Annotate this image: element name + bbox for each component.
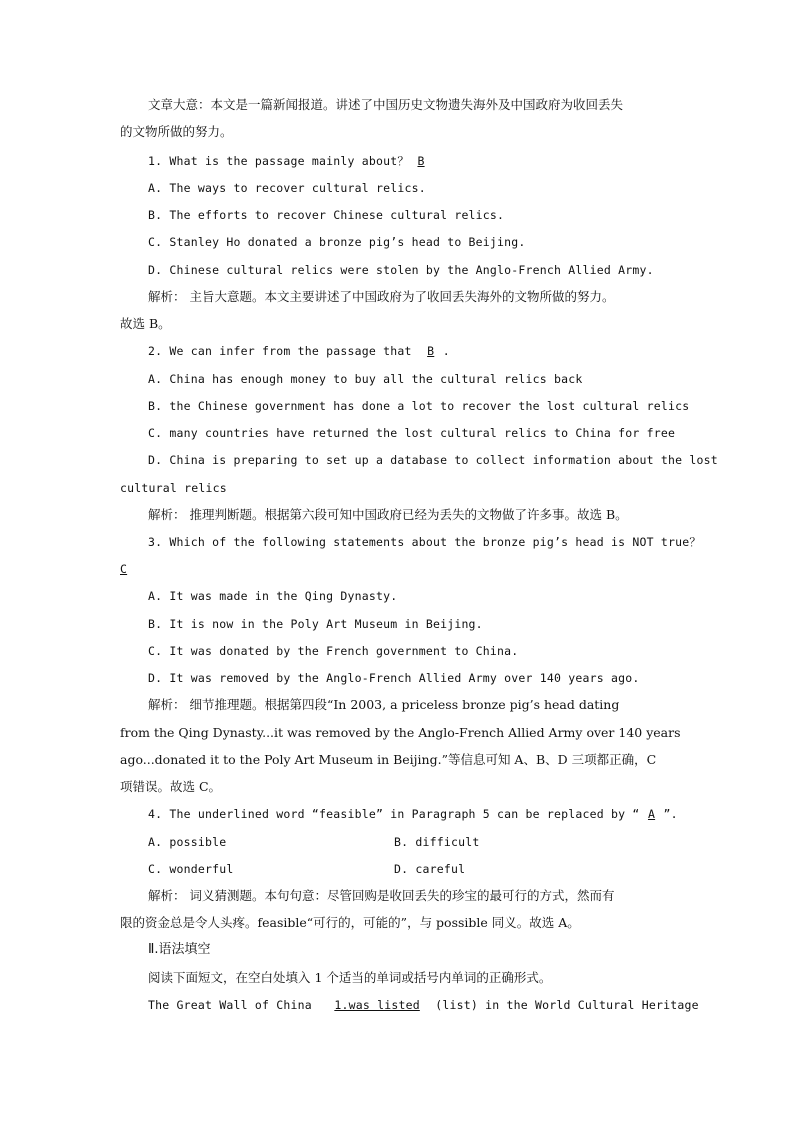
question-4-stem: 4. The underlined word “feasible” in Paragraph 5 can be replaced by “ A ”. <box>148 804 680 824</box>
section-2-heading: Ⅱ.语法填空 <box>148 942 211 957</box>
question-4-option-b: B. difficult <box>394 835 480 849</box>
question-2-option-c: C. many countries have returned the lost cultural relics to China for free <box>148 426 676 440</box>
question-3-option-a: A. It was made in the Qing Dynasty. <box>148 589 398 603</box>
question-4-option-d: D. careful <box>394 862 466 876</box>
question-2-option-b: B. the Chinese government has done a lot to recover the lost cultural relics <box>148 399 690 413</box>
section-2-instruction: 阅读下面短文，在空白处填入 1 个适当的单词或括号内单词的正确形式。 <box>148 970 552 985</box>
summary-line-1: 文章大意：本文是一篇新闻报道。讲述了中国历史文物遗失海外及中国政府为收回丢失 <box>148 97 624 112</box>
section-2-text-line: The Great Wall of China 1.was listed (list) in the World Cultural Heritage <box>148 995 680 1015</box>
question-4-options-row-1 <box>148 832 680 852</box>
question-3-analysis-2: from the Qing Dynasty...it was removed by the Anglo-French Allied Army over 140 years <box>120 725 681 740</box>
question-3-option-c: C. It was donated by the French government to China. <box>148 644 519 658</box>
question-3-option-d: D. It was removed by the Anglo-French Allied Army over 140 years ago. <box>148 671 640 685</box>
question-1-analysis-1: 解析： 主旨大意题。本文主要讲述了中国政府为了收回丢失海外的文物所做的努力。 <box>148 289 615 304</box>
question-4-analysis-1: 解析： 词义猜测题。本句句意：尽管回购是收回丢失的珍宝的最可行的方式，然而有 <box>148 888 615 903</box>
answer-blank: C <box>120 562 128 576</box>
question-4-option-a: A. possible <box>148 835 227 849</box>
question-1-option-b: B. The efforts to recover Chinese cultural relics. <box>148 208 505 222</box>
question-3-analysis-3: ago...donated it to the Poly Art Museum in Beijing.”等信息可知 A、B、D 三项都正确，C <box>120 752 657 767</box>
grammar-blank-1: 1.was listed <box>334 998 420 1012</box>
answer-blank: A <box>647 807 656 821</box>
question-1-option-c: C. Stanley Ho donated a bronze pig’s head to Beijing. <box>148 235 526 249</box>
question-2-option-a: A. China has enough money to buy all the cultural relics back <box>148 372 583 386</box>
question-1-option-d: D. Chinese cultural relics were stolen by the Anglo-French Allied Army. <box>148 263 654 277</box>
question-1-analysis-2: 故选 B。 <box>120 316 171 331</box>
answer-blank: B <box>427 344 435 358</box>
question-1-stem: 1. What is the passage mainly about？ B <box>148 151 680 171</box>
question-4-option-c: C. wonderful <box>148 862 234 876</box>
question-2-analysis: 解析： 推理判断题。根据第六段可知中国政府已经为丢失的文物做了许多事。故选 B。 <box>148 507 628 522</box>
question-1-option-a: A. The ways to recover cultural relics. <box>148 181 426 195</box>
question-2-option-d-cont: cultural relics <box>120 481 227 495</box>
question-3-analysis-1: 解析： 细节推理题。根据第四段“In 2003, a priceless bronze pig’s head dating <box>148 697 620 712</box>
question-4-analysis-2: 限的资金总是令人头疼。feasible“可行的，可能的”，与 possible 同义。故选 A。 <box>120 915 580 930</box>
question-4-options-row-2 <box>148 859 680 879</box>
question-2-option-d: D. China is preparing to set up a database to collect information about the lost <box>148 453 718 467</box>
question-3-option-b: B. It is now in the Poly Art Museum in Beijing. <box>148 617 483 631</box>
summary-line-2: 的文物所做的努力。 <box>120 124 233 139</box>
answer-blank: B <box>417 154 425 168</box>
question-3-analysis-4: 项错误。故选 C。 <box>120 779 222 794</box>
question-3-stem: 3. Which of the following statements about the bronze pig’s head is NOT true？ <box>148 535 702 549</box>
question-2-stem: 2. We can infer from the passage that B . <box>148 341 680 361</box>
question-3-answer <box>120 559 680 579</box>
